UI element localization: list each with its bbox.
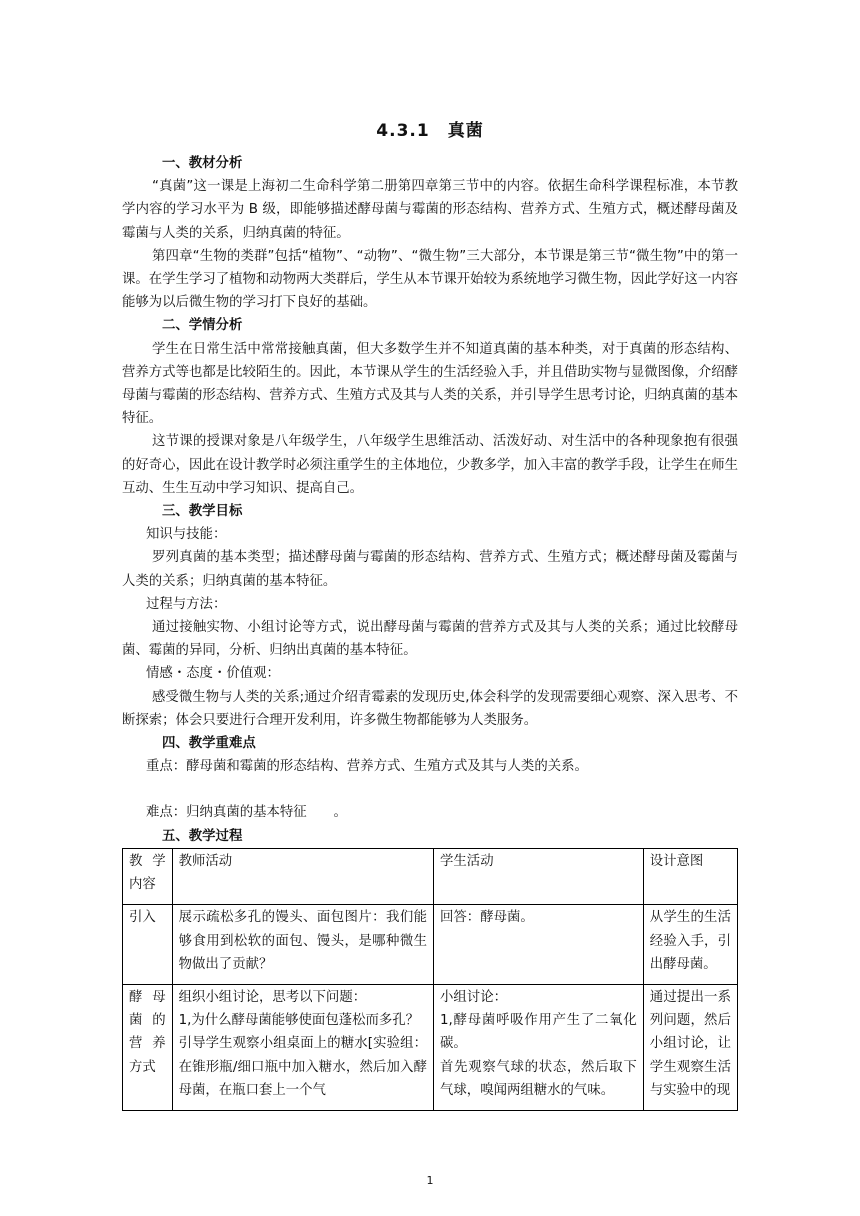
section-heading-students: 二、学情分析	[162, 318, 243, 334]
title-number: 4.3.1	[376, 121, 430, 141]
section-heading-objectives: 三、教学目标	[162, 504, 243, 520]
title-text: 真菌	[447, 121, 484, 141]
cell-line: 1,酵母菌呼吸作用产生了二氧化碳。	[440, 1013, 637, 1052]
table-cell: 引入	[123, 905, 173, 985]
paragraph: 这节课的授课对象是八年级学生，八年级学生思维活动、活泼好动、对生活中的各种现象抱有很强的好奇心，因此在设计教学时必须注重学生的主体地位，少教多学，加入丰富的教学手段，让学生在师生互动、生生互动中学习知识、提高自己。	[122, 434, 738, 496]
cell-line: 小组讨论：	[440, 989, 507, 1005]
section-heading-key-points: 四、教学重难点	[162, 736, 256, 752]
cell-line: 组织小组讨论，思考以下问题：	[178, 989, 367, 1005]
cell-line: 引导学生观察小组桌面上的糖水[实验组：在锥形瓶/细口瓶中加入糖水，然后加入酵母菌，在瓶口套上一个气	[178, 1036, 428, 1098]
blank-line	[122, 778, 738, 801]
subheading: 知识与技能：	[146, 527, 227, 543]
teaching-process-table	[122, 848, 738, 1111]
page-number: 1	[426, 1174, 434, 1187]
header-cell: 教学内容	[123, 848, 173, 904]
subheading: 情感・态度・价值观：	[146, 666, 280, 682]
table-cell: 酵母菌的营养方式	[123, 984, 173, 1110]
paragraph: 学生在日常生活中常常接触真菌，但大多数学生并不知道真菌的基本种类，对于真菌的形态结构、营养方式等也都是比较陌生的。因此，本节课从学生的生活经验入手，并且借助实物与显微图像，介绍酵母菌与霉菌的形态结构、营养方式、生殖方式及其与人类的关系，并引导学生思考讨论，归纳真菌的基本特征。	[122, 341, 738, 427]
page-title	[0, 116, 860, 141]
table-cell: 从学生的生活经验入手，引出酵母菌。	[643, 905, 737, 985]
paragraph: 罗列真菌的基本类型；描述酵母菌与霉菌的形态结构、营养方式、生殖方式；概述酵母菌及霉菌与人类的关系；归纳真菌的基本特征。	[122, 550, 738, 589]
paragraph: “真菌”这一课是上海初二生命科学第二册第四章第三节中的内容。依据生命科学课程标准，本节教学内容的学习水平为 B 级，即能够描述酵母菌与霉菌的形态结构、营养方式、生殖方式，概述酵母菌及霉菌与人类的关系，归纳真菌的特征。	[122, 179, 738, 241]
table-cell: 通过提出一系列问题，然后小组讨论，让学生观察生活与实验中的现	[643, 984, 737, 1110]
paragraph: 感受微生物与人类的关系;通过介绍青霉素的发现历史,体会科学的发现需要细心观察、深入思考、不断探索；体会只要进行合理开发利用，许多微生物都能够为人类服务。	[122, 689, 738, 728]
subheading: 过程与方法：	[146, 596, 227, 612]
table-row	[123, 905, 738, 985]
table-row	[123, 984, 738, 1110]
document-body	[122, 152, 738, 1111]
section-heading-analysis: 一、教材分析	[162, 156, 243, 171]
key-point: 重点：酵母菌和霉菌的形态结构、营养方式、生殖方式及其与人类的关系。	[146, 759, 588, 775]
cell-line: 1,为什么酵母菌能够使面包蓬松而多孔？	[178, 1013, 420, 1029]
table-cell: 展示疏松多孔的馒头、面包图片：我们能够食用到松软的面包、馒头，是哪种微生物做出了贡献？	[172, 905, 433, 985]
cell-line: 首先观察气球的状态，然后取下气球，嗅闻两组糖水的气味。	[440, 1059, 637, 1098]
header-cell: 教师活动	[172, 848, 433, 904]
paragraph: 通过接触实物、小组讨论等方式，说出酵母菌与霉菌的营养方式及其与人类的关系；通过比较酵母菌、霉菌的异同，分析、归纳出真菌的基本特征。	[122, 620, 738, 659]
header-cell: 学生活动	[434, 848, 644, 904]
table-header-row	[123, 848, 738, 904]
difficult-point: 难点：归纳真菌的基本特征 。	[146, 805, 347, 821]
paragraph: 第四章“生物的类群”包括“植物”、“动物”、“微生物”三大部分，本节课是第三节“微生物”中的第一课。在学生学习了植物和动物两大类群后，学生从本节课开始较为系统地学习微生物，因此学好这一内容能够为以后微生物的学习打下良好的基础。	[122, 248, 738, 311]
header-cell: 设计意图	[643, 848, 737, 904]
table-cell	[172, 984, 433, 1110]
table-cell: 回答：酵母菌。	[434, 905, 644, 985]
section-heading-process: 五、教学过程	[162, 828, 243, 844]
table-cell	[434, 984, 644, 1110]
